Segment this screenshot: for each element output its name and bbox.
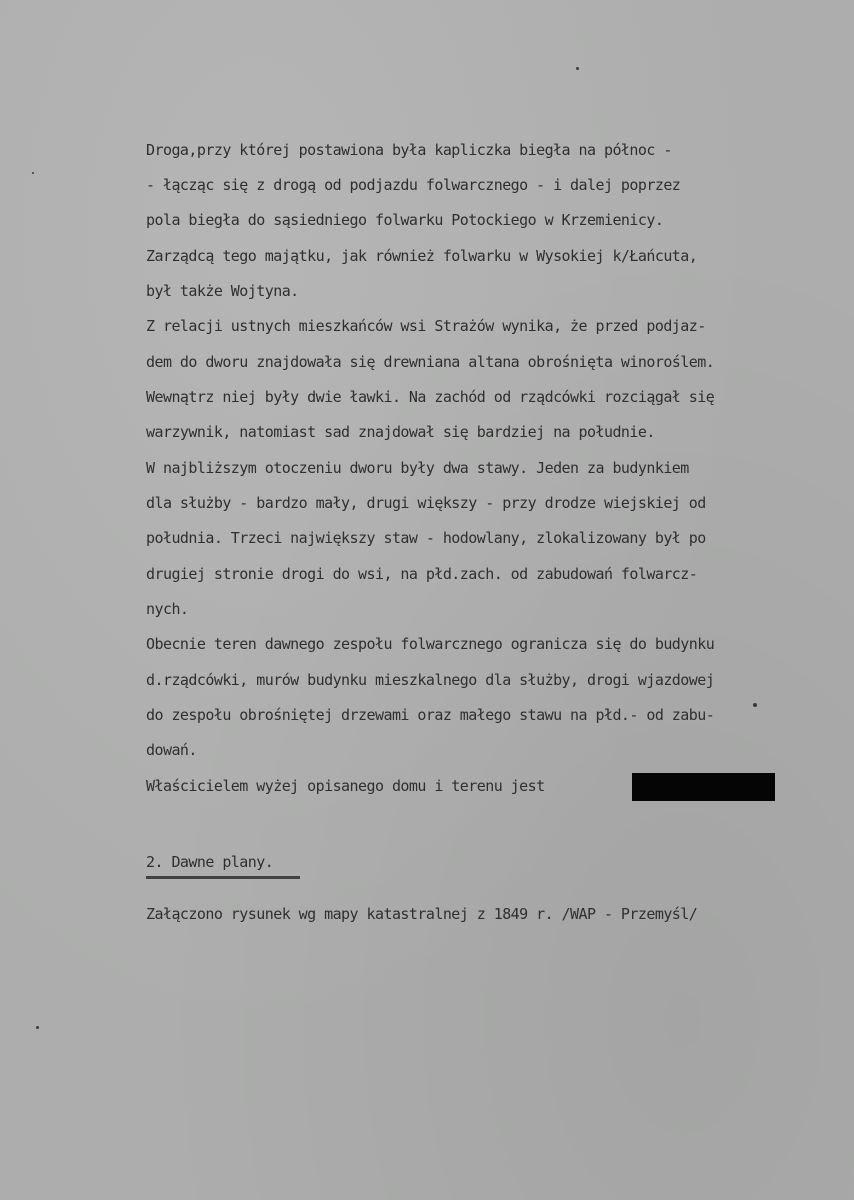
text-line-15: Obecnie teren dawnego zespołu folwarcznego ogranicza się do budynku xyxy=(146,635,715,653)
paper-speck xyxy=(32,172,34,174)
text-line-4: Zarządcą tego majątku, jak również folwarku w Wysokiej k/Łańcuta, xyxy=(146,247,698,265)
section-text-line: Załączono rysunek wg mapy katastralnej z 1849 r. /WAP - Przemyśl/ xyxy=(146,905,698,923)
text-line-5: był także Wojtyna. xyxy=(146,282,299,300)
text-line-12: południa. Trzeci największy staw - hodowlany, zlokalizowany był po xyxy=(146,529,706,547)
redaction-block xyxy=(632,773,775,801)
heading-underline xyxy=(146,876,300,879)
text-line-8: Wewnątrz niej były dwie ławki. Na zachód od rządcówki rozciągał się xyxy=(146,388,715,406)
text-line-19: Właścicielem wyżej opisanego domu i terenu jest xyxy=(146,777,545,795)
text-line-18: dowań. xyxy=(146,741,197,759)
text-line-11: dla służby - bardzo mały, drugi większy - przy drodze wiejskiej od xyxy=(146,494,706,512)
text-line-10: W najbliższym otoczeniu dworu były dwa stawy. Jeden za budynkiem xyxy=(146,459,689,477)
text-line-9: warzywnik, natomiast sad znajdował się bardziej na południe. xyxy=(146,423,655,441)
text-line-6: Z relacji ustnych mieszkańców wsi Strażów wynika, że przed podjaz- xyxy=(146,317,706,335)
text-line-17: do zespołu obrośniętej drzewami oraz małego stawu na płd.- od zabu- xyxy=(146,706,715,724)
text-line-1: Droga,przy której postawiona była kapliczka biegła na północ - xyxy=(146,141,672,159)
paper-speck xyxy=(576,67,579,70)
section-heading: 2. Dawne plany. xyxy=(146,853,274,871)
text-line-3: pola biegła do sąsiedniego folwarku Potockiego w Krzemienicy. xyxy=(146,211,664,229)
text-line-14: nych. xyxy=(146,600,189,618)
paper-speck xyxy=(36,1026,39,1029)
text-line-7: dem do dworu znajdowała się drewniana altana obrośnięta winoroślem. xyxy=(146,353,715,371)
text-line-2: - łącząc się z drogą od podjazdu folwarcznego - i dalej poprzez xyxy=(146,176,681,194)
text-line-13: drugiej stronie drogi do wsi, na płd.zach. od zabudowań folwarcz- xyxy=(146,565,698,583)
text-line-16: d.rządcówki, murów budynku mieszkalnego dla służby, drogi wjazdowej xyxy=(146,671,715,689)
